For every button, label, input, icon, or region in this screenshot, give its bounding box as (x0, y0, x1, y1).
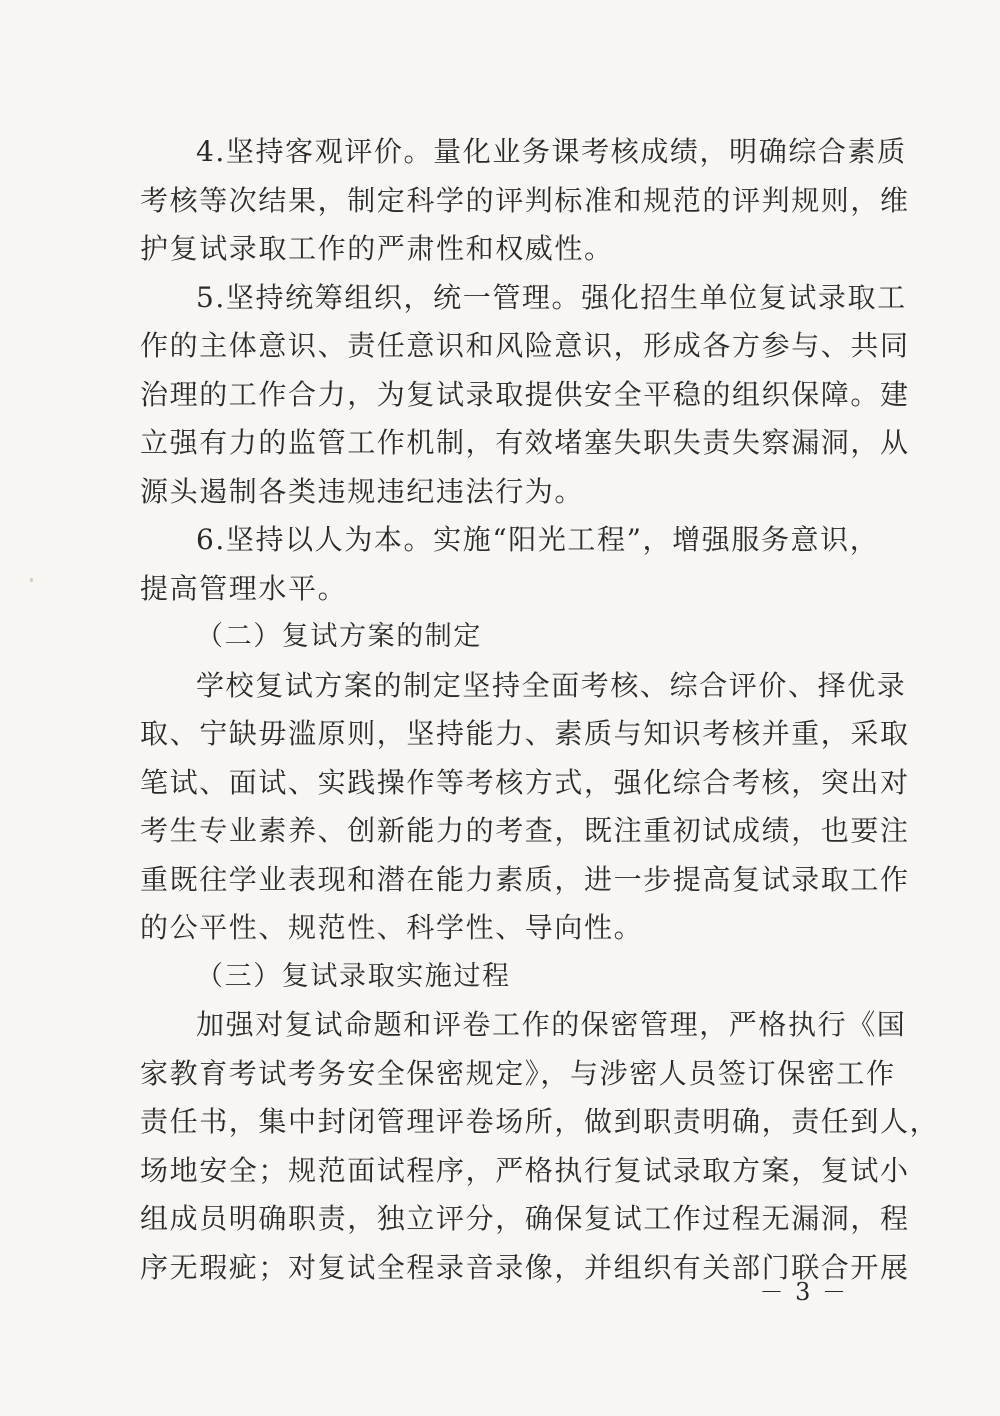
section-heading-2: （二）复试方案的制定 (196, 621, 482, 652)
text-line: 序无瑕疵；对复试全程录音录像，并组织有关部门联合开展 (140, 1250, 910, 1284)
text-line: 治理的工作合力，为复试录取提供安全平稳的组织保障。建 (140, 377, 910, 411)
text-line: 取、宁缺毋滥原则，坚持能力、素质与知识考核并重，采取 (140, 717, 910, 750)
text-line: 重既往学业表现和潜在能力素质，进一步提高复试录取工作 (140, 862, 910, 896)
text-line: 考核等次结果，制定科学的评判标准和规范的评判规则，维 (140, 183, 910, 217)
section-heading-3: （三）复试录取实施过程 (196, 960, 511, 992)
text-line: 6.坚持以人为本。实施“阳光工程”，增强服务意识， (196, 523, 880, 556)
text-line: 笔试、面试、实践操作等考核方式，强化综合考核，突出对 (140, 765, 910, 799)
text-line: 考生专业素养、创新能力的考查，既注重初试成绩，也要注 (140, 814, 910, 847)
document-body (140, 128, 940, 1292)
text-line: 5.坚持统筹组织，统一管理。强化招生单位复试录取工 (196, 280, 907, 314)
text-line: 加强对复试命题和评卷工作的保密管理，严格执行《国 (196, 1008, 907, 1041)
page-number: － 3 － (759, 1278, 848, 1306)
text-line: 责任书，集中封闭管理评卷场所，做到职责明确，责任到人， (140, 1105, 940, 1138)
text-line: 学校复试方案的制定坚持全面考核、综合评价、择优录 (196, 668, 907, 702)
text-line: 的公平性、规范性、科学性、导向性。 (140, 911, 644, 944)
text-line: 作的主体意识、责任意识和风险意识，形成各方参与、共同 (140, 329, 910, 362)
text-line: 提高管理水平。 (140, 571, 348, 605)
text-line: 源头遏制各类违规违纪违法行为。 (140, 474, 585, 508)
text-line: 立强有力的监管工作机制，有效堵塞失职失责失察漏洞，从 (140, 426, 910, 459)
text-line: 护复试录取工作的严肃性和权威性。 (140, 232, 614, 265)
text-line: 组成员明确职责，独立评分，确保复试工作过程无漏洞，程 (140, 1202, 910, 1235)
text-line: 4.坚持客观评价。量化业务课考核成绩，明确综合素质 (196, 135, 907, 168)
text-line: 家教育考试考务安全保密规定》，与涉密人员签订保密工作 (140, 1056, 896, 1090)
text-line: 场地安全；规范面试程序，严格执行复试录取方案，复试小 (140, 1153, 910, 1187)
scan-speck (30, 578, 33, 582)
